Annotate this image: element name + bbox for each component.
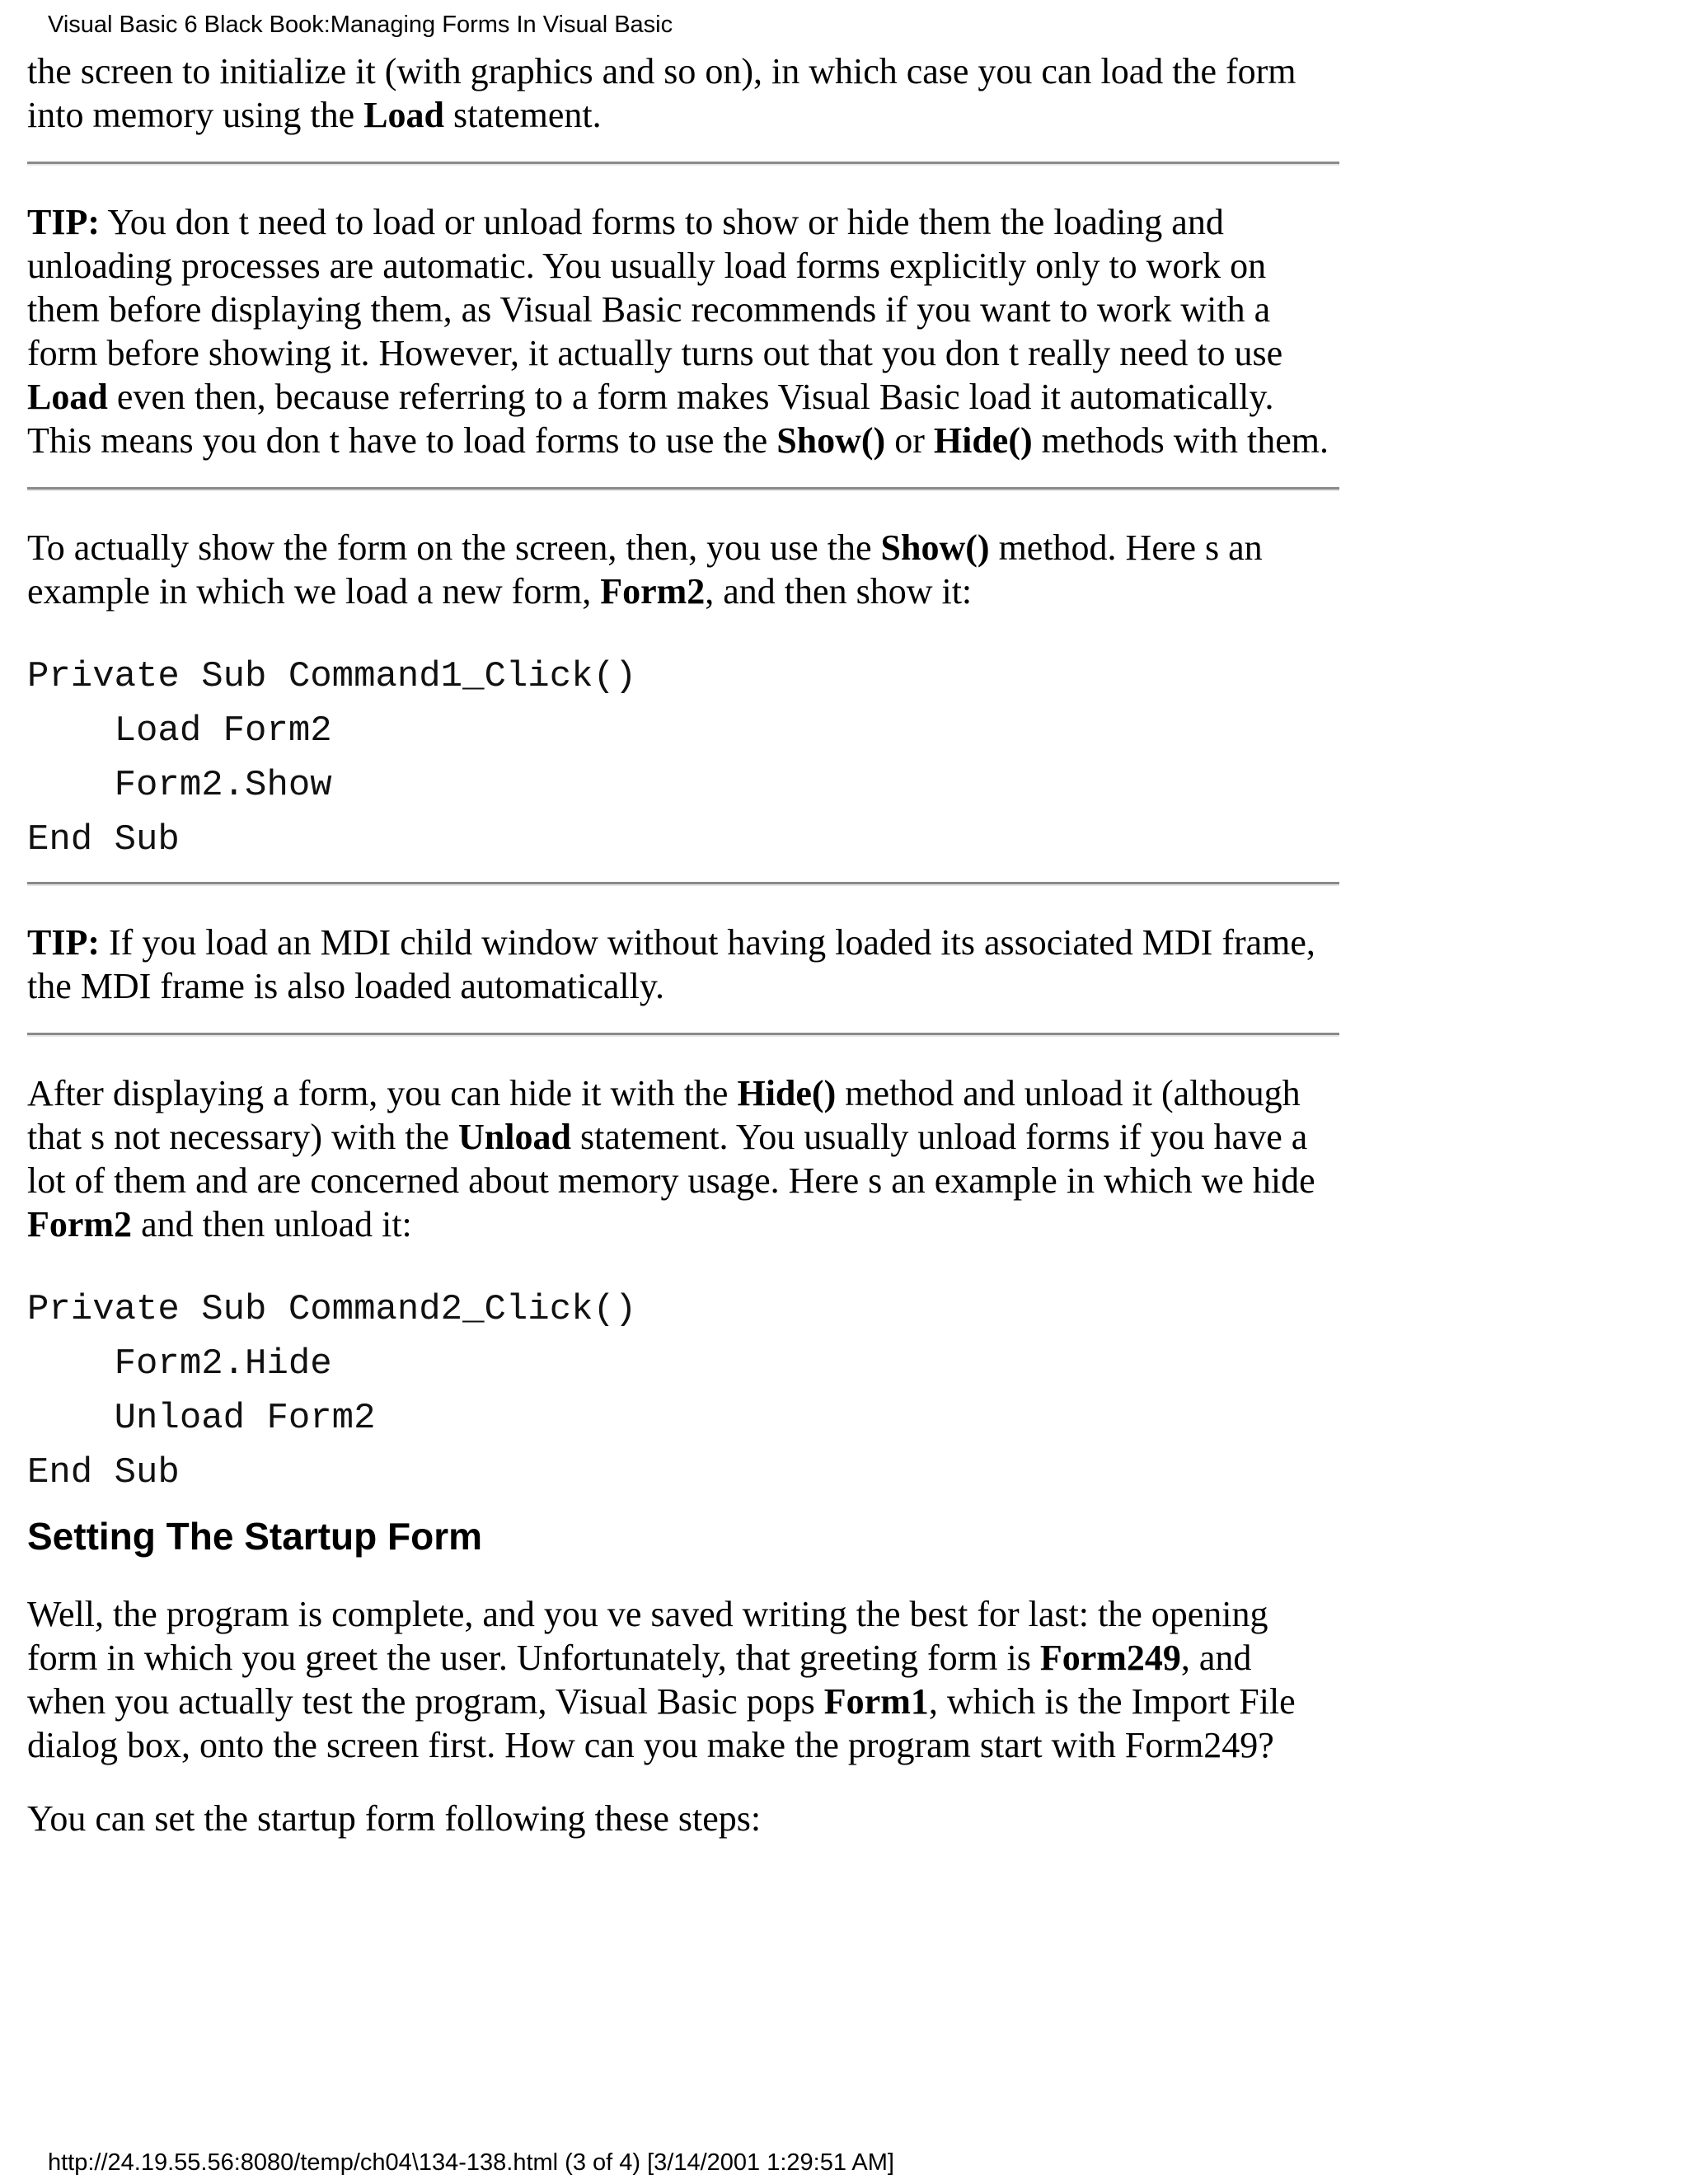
page-header: Visual Basic 6 Black Book:Managing Forms In Visual Basic (48, 12, 673, 38)
paragraph-hide-unload (27, 1071, 1338, 1246)
text-span: methods with them. (1032, 420, 1329, 461)
text-span: method. Here s an example in which we load a new form, (27, 527, 1263, 612)
text-span: even then, because referring to a form makes Visual Basic load it automatically. This means you don t have to load forms to use the (27, 377, 1274, 461)
keyword-show: Show() (880, 527, 990, 568)
code-line: Form2.Show (27, 765, 332, 806)
code-block-hide (27, 1282, 1338, 1500)
horizontal-rule (27, 1033, 1339, 1037)
code-line: Form2.Hide (27, 1343, 332, 1385)
tip-label: TIP: (27, 202, 100, 242)
keyword-load: Load (363, 95, 445, 135)
keyword-form249: Form249 (1039, 1638, 1181, 1678)
text-span: and then unload it: (132, 1204, 412, 1244)
keyword-hide: Hide() (933, 420, 1033, 461)
text-span: statement. (444, 95, 602, 135)
keyword-form1: Form1 (823, 1681, 929, 1722)
code-line: End Sub (27, 1452, 180, 1493)
keyword-form2: Form2 (600, 571, 706, 612)
page-footer: http://24.19.55.56:8080/temp/ch04\134-138.html (3 of 4) [3/14/2001 1:29:51 AM] (48, 2149, 894, 2176)
paragraph-show-method (27, 526, 1338, 613)
code-line: Private Sub Command1_Click() (27, 656, 637, 697)
text-span: method and unload it (although that s not necessary) with the (27, 1073, 1301, 1157)
tip-mdi (27, 921, 1338, 1008)
code-block-show (27, 649, 1338, 867)
text-span: , and when you actually test the program, Visual Basic pops (27, 1638, 1252, 1722)
horizontal-rule (27, 487, 1339, 491)
keyword-hide: Hide() (737, 1073, 837, 1113)
tip-load-unload (27, 200, 1338, 462)
text-span: , and then show it: (705, 571, 973, 612)
code-line: Load Form2 (27, 710, 332, 752)
text-span: , which is the Import File dialog box, onto the screen first. How can you make the program start with Form249? (27, 1681, 1296, 1765)
text-span: statement. You usually unload forms if you have a lot of them and are concerned about memory usage. Here s an example in which we hide (27, 1117, 1315, 1201)
document-body (27, 49, 1338, 1840)
code-line: Unload Form2 (27, 1398, 376, 1439)
keyword-load: Load (27, 377, 108, 417)
paragraph-load-form (27, 49, 1338, 137)
text-span: After displaying a form, you can hide it with the (27, 1073, 738, 1113)
keyword-show: Show() (776, 420, 886, 461)
text-span: To actually show the form on the screen, then, you use the (27, 527, 881, 568)
tip-label: TIP: (27, 922, 100, 963)
text-span: You don t need to load or unload forms to show or hide them the loading and unloading processes are automatic. You usually load forms explicitly only to work on them before displaying them, as Visual Basic recommends if you want to work with a form before showing it. However, it actually turns out that you don t really need to use (27, 202, 1283, 373)
code-line: Private Sub Command2_Click() (27, 1289, 637, 1330)
code-line: End Sub (27, 819, 180, 860)
paragraph-startup-form (27, 1592, 1338, 1767)
text-span: You can set the startup form following these steps: (27, 1798, 762, 1839)
text-span: Well, the program is complete, and you ve saved writing the best for last: the opening form in which you greet the user. Unfortunately, that greeting form is (27, 1594, 1268, 1678)
text-span: or (885, 420, 934, 461)
horizontal-rule (27, 882, 1339, 886)
paragraph-steps-intro (27, 1797, 1338, 1840)
text-span: the screen to initialize it (with graphics and so on), in which case you can load the form into memory using the (27, 51, 1296, 135)
text-span: If you load an MDI child window without having loaded its associated MDI frame, the MDI frame is also loaded automatically. (27, 922, 1315, 1006)
section-heading: Setting The Startup Form (27, 1515, 482, 1558)
horizontal-rule (27, 162, 1339, 166)
keyword-unload: Unload (457, 1117, 571, 1157)
keyword-form2: Form2 (27, 1204, 133, 1244)
